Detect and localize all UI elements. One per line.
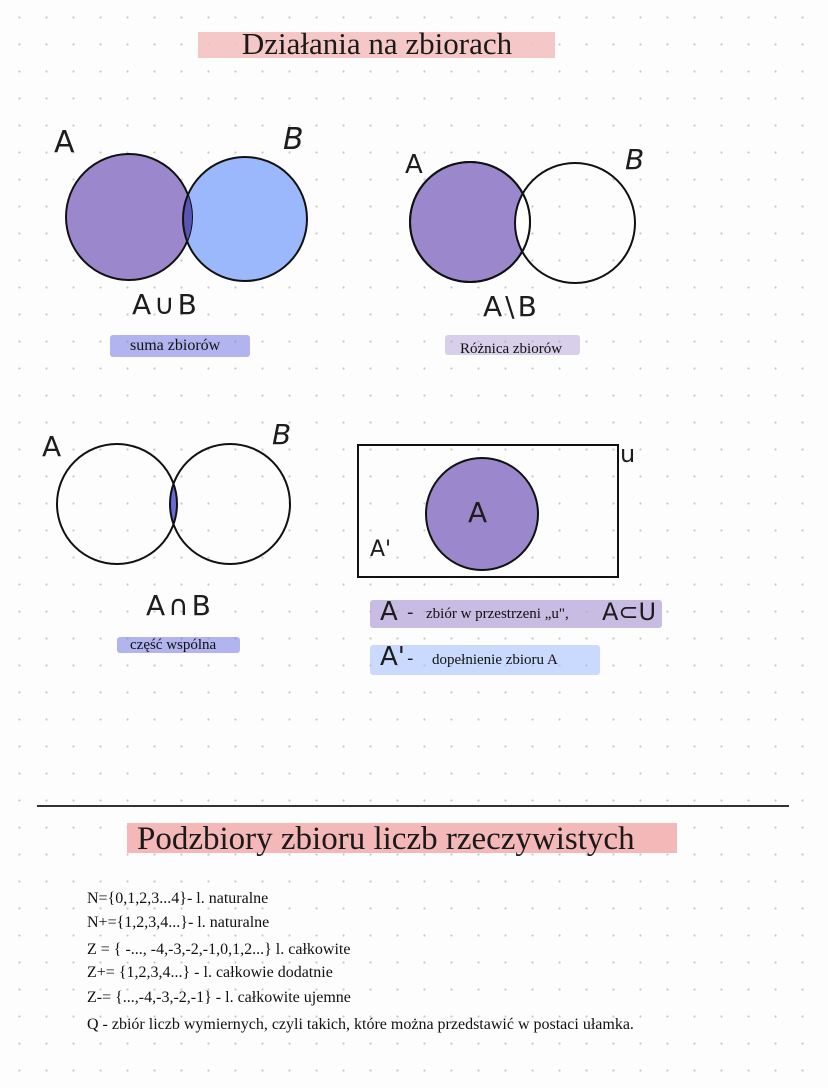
def2-text: dopełnienie zbioru A xyxy=(432,652,558,668)
union-caption: suma zbiorów xyxy=(130,337,221,354)
intersection-label-a: A xyxy=(42,430,62,463)
complement-diagram xyxy=(355,440,625,585)
difference-label-a: A xyxy=(405,150,423,180)
difference-circle-b xyxy=(515,163,635,283)
def2-symbol: A' xyxy=(380,642,405,672)
difference-formula: A\B xyxy=(483,290,540,323)
list-item: N={0,1,2,3...4}- l. naturalne xyxy=(87,890,269,907)
complement-symbol: A' xyxy=(370,537,392,562)
difference-caption: Różnica zbiorów xyxy=(460,341,563,357)
section2-title: Podzbiory zbioru liczb rzeczywistych xyxy=(137,821,635,857)
intersection-label-b: B xyxy=(272,418,292,451)
difference-label-b: B xyxy=(625,143,645,176)
intersection-circle-b xyxy=(170,444,290,564)
union-circle-a xyxy=(66,154,192,280)
difference-venn-diagram xyxy=(390,140,650,300)
intersection-formula: A∩B xyxy=(146,589,214,622)
complement-inner-label-a: A xyxy=(468,496,488,529)
intersection-venn-diagram xyxy=(40,440,320,590)
list-item: Z = { -..., -4,-3,-2,-1,0,1,2...} l. całkowite xyxy=(87,941,351,958)
list-item: Z+= {1,2,3,4...} - l. całkowie dodatnie xyxy=(87,964,333,981)
list-item: Z-= {...,-4,-3,-2,-1} - l. całkowite ujemne xyxy=(87,989,351,1006)
union-circle-b xyxy=(183,157,307,281)
def1-dash: - xyxy=(407,602,414,623)
def1-text: zbiór w przestrzeni „u", xyxy=(426,606,569,622)
union-label-b: B xyxy=(283,122,304,157)
def2-dash: - xyxy=(407,648,414,669)
list-item: N+={1,2,3,4...}- l. naturalne xyxy=(87,914,270,931)
section-divider xyxy=(37,805,789,807)
intersection-circle-a xyxy=(57,444,177,564)
def1-symbol: A xyxy=(380,597,398,627)
page-title: Działania na zbiorach xyxy=(241,26,513,61)
union-formula: A∪B xyxy=(132,288,200,321)
intersection-caption: część wspólna xyxy=(130,637,217,653)
list-item: Q - zbiór liczb wymiernych, czyli takich, które można przedstawić w postaci ułamka. xyxy=(87,1016,634,1033)
universe-label: u xyxy=(620,440,636,468)
def1-formula: A⊂U xyxy=(602,598,657,626)
union-label-a: A xyxy=(54,125,75,160)
